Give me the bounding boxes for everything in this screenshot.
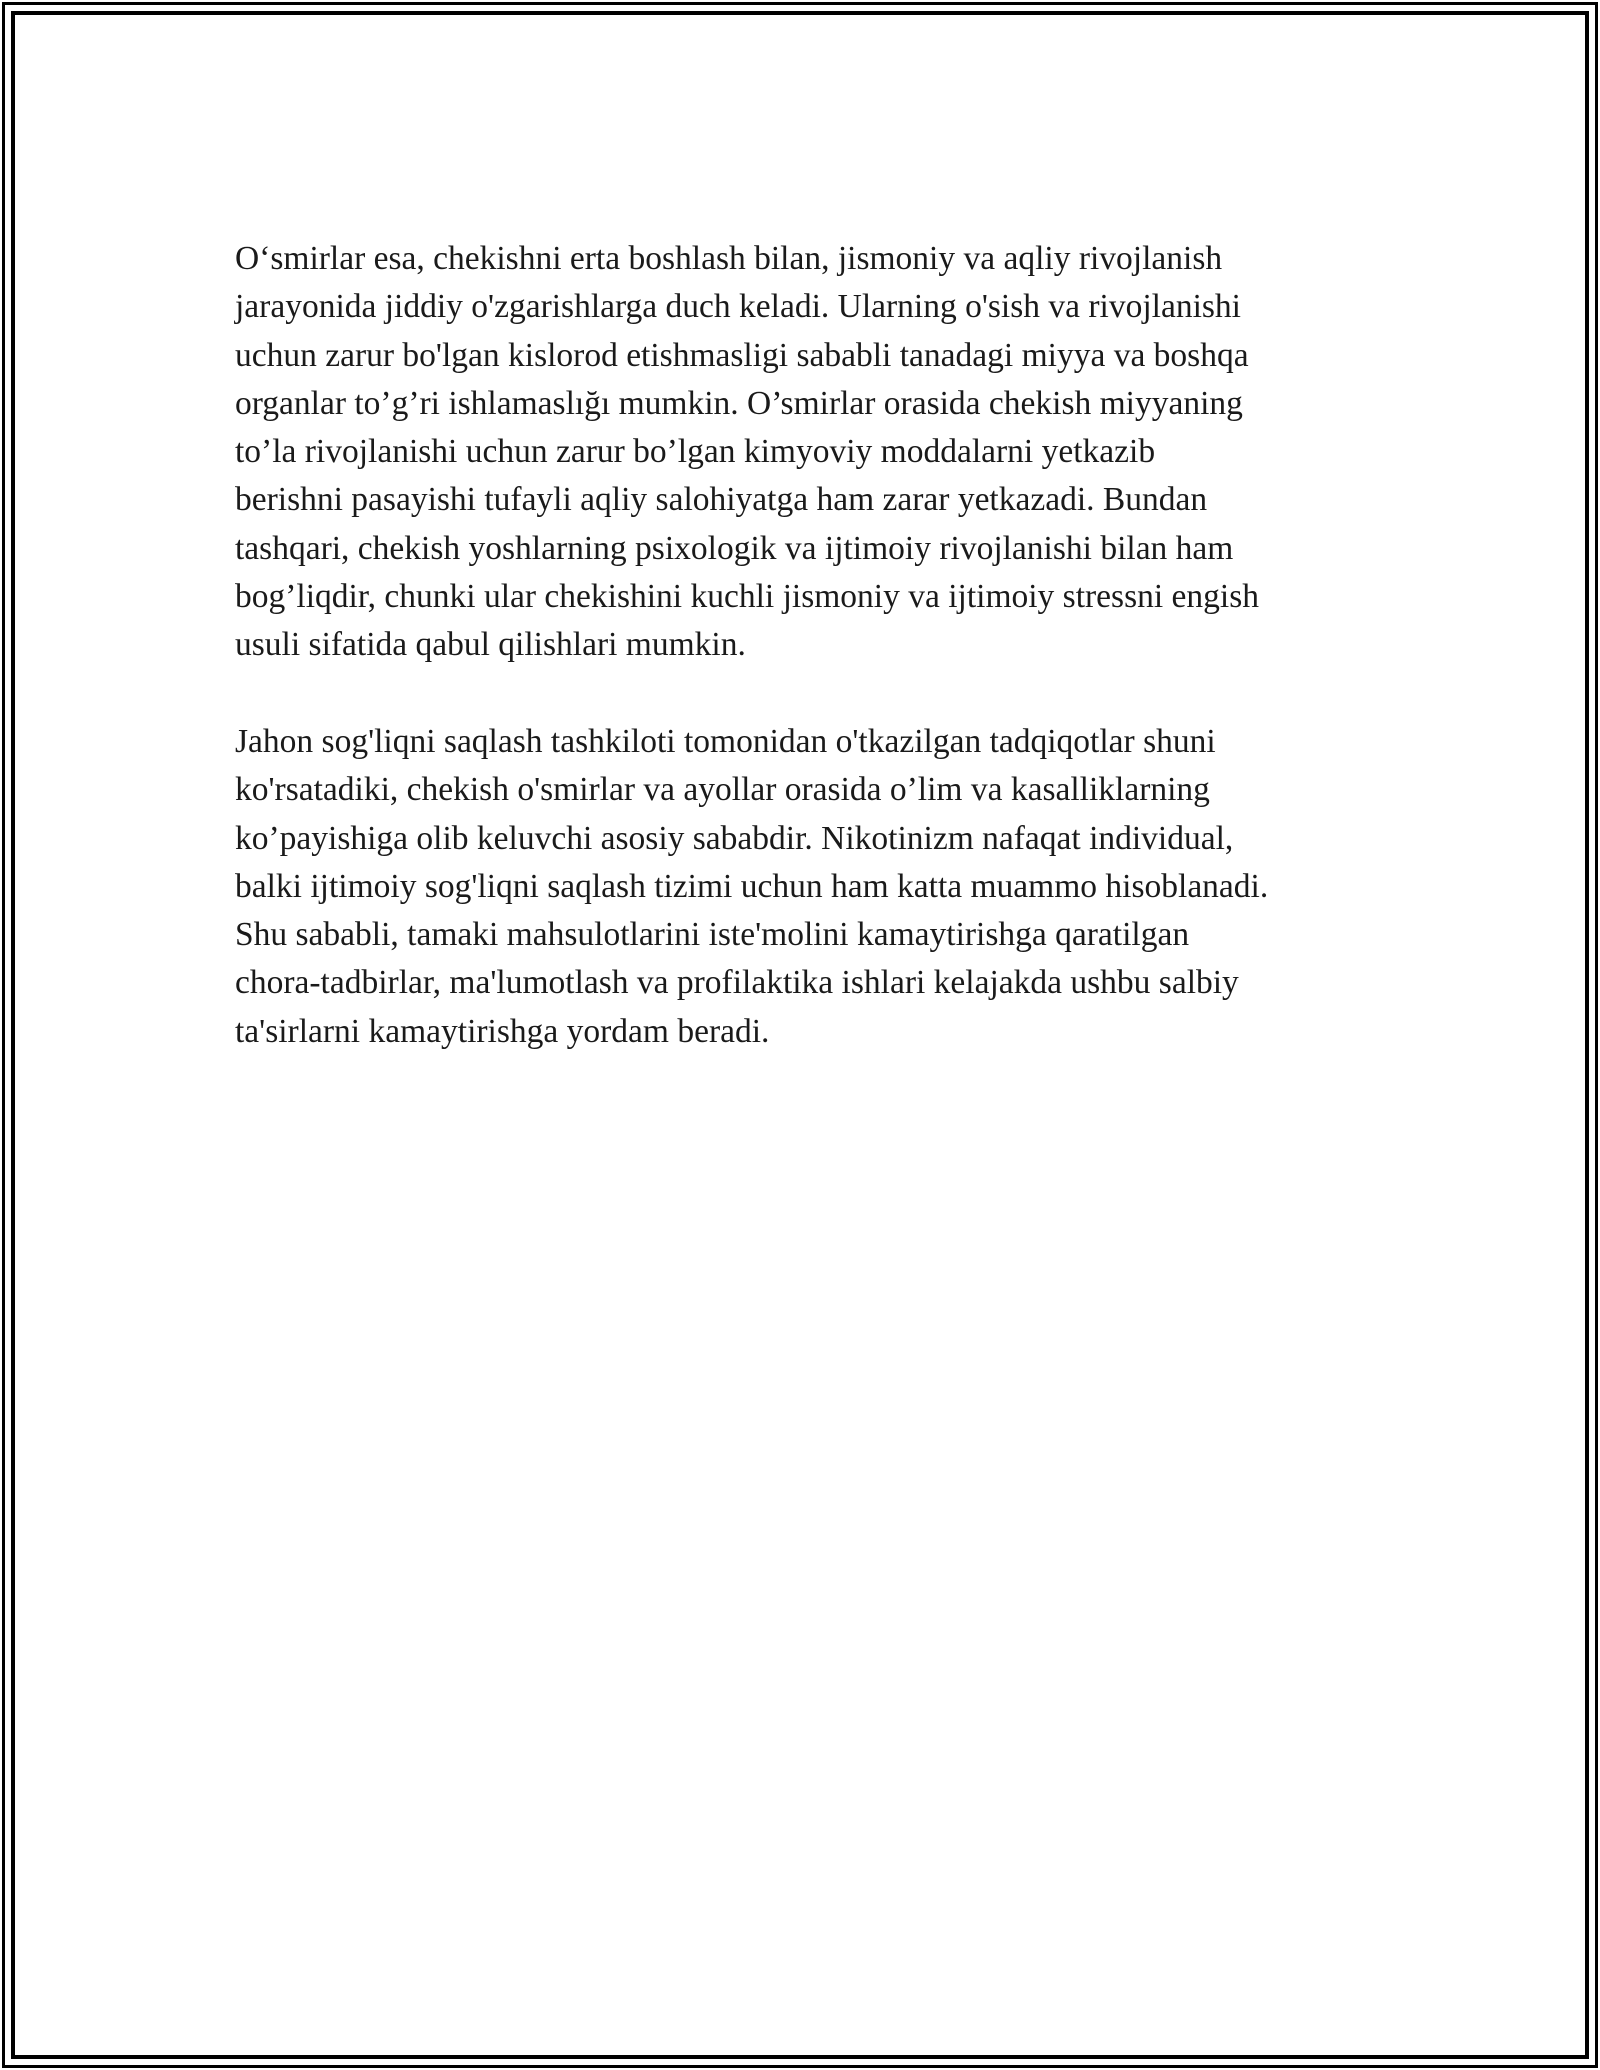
text-line: Shu sababli, tamaki mahsulotlarini iste'molini kamaytirishga qaratilgan — [235, 916, 1190, 954]
text-line: jarayonida jiddiy o'zgarishlarga duch keladi. Ularning o'sish va rivojlanishi — [235, 288, 1241, 326]
paragraph-1 — [235, 235, 1375, 670]
text-line: organlar to’g’ri ishlamaslığı mumkin. O’smirlar orasida chekish miyyaning — [235, 384, 1243, 422]
document-body — [235, 235, 1375, 1056]
text-line: O‘smirlar esa, chekishni erta boshlash bilan, jismoniy va aqliy rivojlanish — [235, 240, 1223, 277]
text-line: to’la rivojlanishi uchun zarur bo’lgan kimyoviy moddalarni yetkazib — [235, 433, 1156, 471]
text-line: ko'rsatadiki, chekish o'smirlar va ayollar orasida o’lim va kasalliklarning — [235, 771, 1210, 809]
text-line: bog’liqdir, chunki ular chekishini kuchli jismoniy va ijtimoiy stressni engish — [235, 578, 1260, 616]
text-line: usuli sifatida qabul qilishlari mumkin. — [235, 626, 746, 664]
text-line: berishni pasayishi tufayli aqliy salohiyatga ham zarar yetkazadi. Bundan — [235, 481, 1208, 519]
text-line: chora-tadbirlar, ma'lumotlash va profilaktika ishlari kelajakda ushbu salbiy — [235, 964, 1239, 1002]
text-line: Jahon sog'liqni saqlash tashkiloti tomonidan o'tkazilgan tadqiqotlar shuni — [235, 722, 1216, 760]
text-line: uchun zarur bo'lgan kislorod etishmasligi sababli tanadagi miyya va boshqa — [235, 336, 1249, 374]
text-line: balki ijtimoiy sog'liqni saqlash tizimi uchun ham katta muammo hisoblanadi. — [235, 867, 1269, 905]
paragraph-2 — [235, 718, 1375, 1056]
text-line: ko’payishiga olib keluvchi asosiy sababdir. Nikotinizm nafaqat individual, — [235, 819, 1234, 857]
text-line: ta'sirlarni kamaytirishga yordam beradi. — [235, 1012, 770, 1050]
text-line: tashqari, chekish yoshlarning psixologik va ijtimoiy rivojlanishi bilan ham — [235, 529, 1234, 567]
